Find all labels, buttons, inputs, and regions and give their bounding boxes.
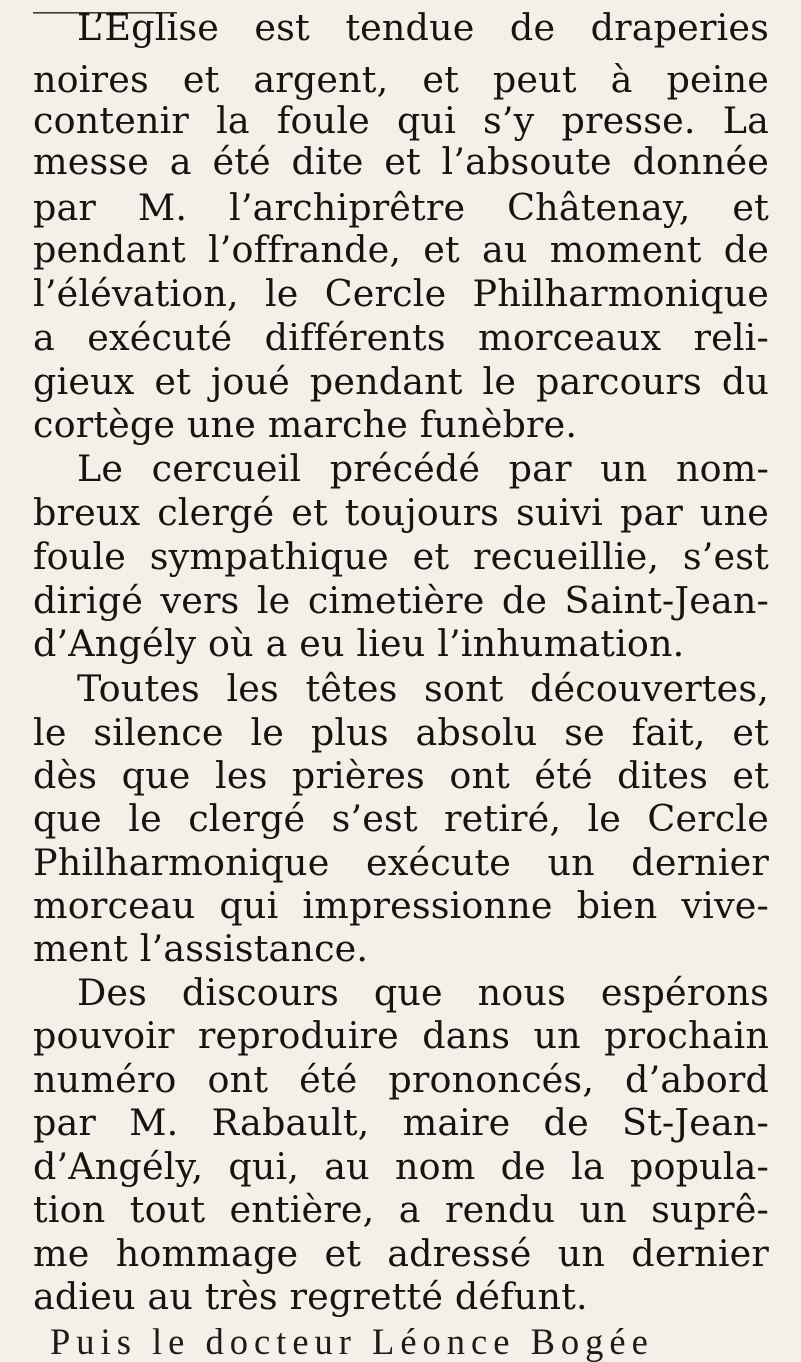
text-line: pendant l’offrande, et au moment de: [33, 228, 769, 271]
text-line: contenir la foule qui s’y presse. La: [33, 99, 769, 142]
text-line: messe a été dite et l’absoute donnée: [33, 140, 769, 183]
text-line: Philharmonique exécute un dernier: [33, 841, 769, 884]
text-line: Le cercueil précédé par un nom-: [77, 447, 769, 490]
text-line: noires et argent, et peut à peine: [33, 58, 769, 101]
text-line: cortège une marche funèbre.: [33, 403, 578, 446]
text-line: morceau qui impressionne bien vive-: [33, 884, 769, 927]
text-line: Des discours que nous espérons: [77, 971, 769, 1014]
text-line: d’Angély où a eu lieu l’inhumation.: [33, 622, 685, 665]
text-line: adieu au très regretté défunt.: [33, 1275, 588, 1318]
text-line: par M. l’archiprêtre Châtenay, et: [33, 186, 769, 229]
text-line: breux clergé et toujours suivi par une: [33, 491, 769, 534]
text-line: dirigé vers le cimetière de Saint-Jean-: [33, 579, 769, 622]
text-line: le silence le plus absolu se fait, et: [33, 711, 769, 754]
text-line: me hommage et adressé un dernier: [33, 1232, 769, 1275]
text-line: Toutes les têtes sont découvertes,: [77, 667, 769, 710]
text-line: d’Angély, qui, au nom de la popula-: [33, 1145, 769, 1188]
text-line: gieux et joué pendant le parcours du: [33, 360, 769, 403]
text-line: pouvoir reproduire dans un prochain: [33, 1014, 769, 1057]
text-line: numéro ont été prononcés, d’abord: [33, 1058, 769, 1101]
text-line: L’Eglise est tendue de draperies: [77, 6, 769, 49]
text-line: que le clergé s’est retiré, le Cercle: [33, 797, 769, 840]
text-line: dès que les prières ont été dites et: [33, 754, 769, 797]
text-line: l’élévation, le Cercle Philharmonique: [33, 272, 769, 315]
text-line: par M. Rabault, maire de St-Jean-: [33, 1101, 769, 1144]
text-line: tion tout entière, a rendu un suprê-: [33, 1188, 769, 1231]
cut-bottom-text: Puis le docteur Léonce Bogée: [50, 1321, 654, 1362]
text-line: ment l’assistance.: [33, 927, 369, 970]
text-line: a exécuté différents morceaux reli-: [33, 316, 769, 359]
text-line: foule sympathique et recueillie, s’est: [33, 535, 769, 578]
cut-bottom-line: [50, 1321, 750, 1362]
